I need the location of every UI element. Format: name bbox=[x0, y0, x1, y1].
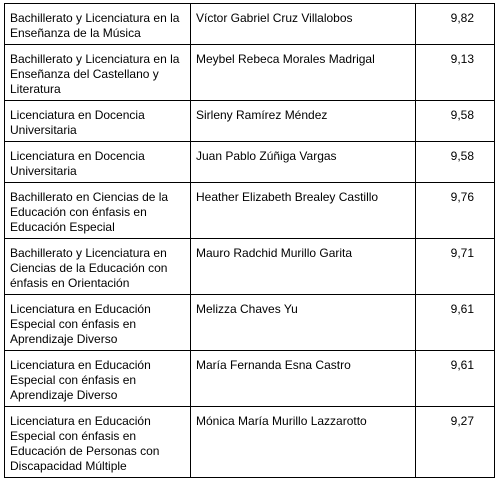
student-name-cell: María Fernanda Esna Castro bbox=[191, 351, 416, 407]
grade-cell: 9,58 bbox=[416, 101, 495, 142]
grade-cell: 9,82 bbox=[416, 4, 495, 45]
program-cell: Bachillerato y Licenciatura en Ciencias de la Educación con énfasis en Orientación bbox=[5, 239, 191, 295]
student-name-cell: Mónica María Murillo Lazzarotto bbox=[191, 407, 416, 478]
table-row bbox=[5, 45, 495, 101]
grade-cell: 9,58 bbox=[416, 142, 495, 183]
student-name-cell: Heather Elizabeth Brealey Castillo bbox=[191, 183, 416, 239]
program-cell: Licenciatura en Educación Especial con énfasis en Aprendizaje Diverso bbox=[5, 295, 191, 351]
program-cell: Licenciatura en Educación Especial con énfasis en Educación de Personas con Discapacidad Múltiple bbox=[5, 407, 191, 478]
program-cell: Licenciatura en Docencia Universitaria bbox=[5, 101, 191, 142]
results-table bbox=[4, 3, 495, 478]
program-cell: Bachillerato y Licenciatura en la Enseñanza del Castellano y Literatura bbox=[5, 45, 191, 101]
grade-cell: 9,71 bbox=[416, 239, 495, 295]
grade-cell: 9,61 bbox=[416, 295, 495, 351]
table-row bbox=[5, 351, 495, 407]
table-row bbox=[5, 4, 495, 45]
grade-cell: 9,61 bbox=[416, 351, 495, 407]
student-name-cell: Mauro Radchid Murillo Garita bbox=[191, 239, 416, 295]
program-cell: Licenciatura en Docencia Universitaria bbox=[5, 142, 191, 183]
student-name-cell: Víctor Gabriel Cruz Villalobos bbox=[191, 4, 416, 45]
grade-cell: 9,76 bbox=[416, 183, 495, 239]
student-name-cell: Sirleny Ramírez Méndez bbox=[191, 101, 416, 142]
table-row bbox=[5, 239, 495, 295]
table-row bbox=[5, 183, 495, 239]
student-name-cell: Juan Pablo Zúñiga Vargas bbox=[191, 142, 416, 183]
table-row bbox=[5, 407, 495, 478]
results-table-container bbox=[4, 3, 495, 478]
student-name-cell: Melizza Chaves Yu bbox=[191, 295, 416, 351]
table-row bbox=[5, 142, 495, 183]
grade-cell: 9,13 bbox=[416, 45, 495, 101]
student-name-cell: Meybel Rebeca Morales Madrigal bbox=[191, 45, 416, 101]
grade-cell: 9,27 bbox=[416, 407, 495, 478]
program-cell: Bachillerato y Licenciatura en la Enseñanza de la Música bbox=[5, 4, 191, 45]
table-row bbox=[5, 295, 495, 351]
table-row bbox=[5, 101, 495, 142]
program-cell: Bachillerato en Ciencias de la Educación con énfasis en Educación Especial bbox=[5, 183, 191, 239]
program-cell: Licenciatura en Educación Especial con énfasis en Aprendizaje Diverso bbox=[5, 351, 191, 407]
